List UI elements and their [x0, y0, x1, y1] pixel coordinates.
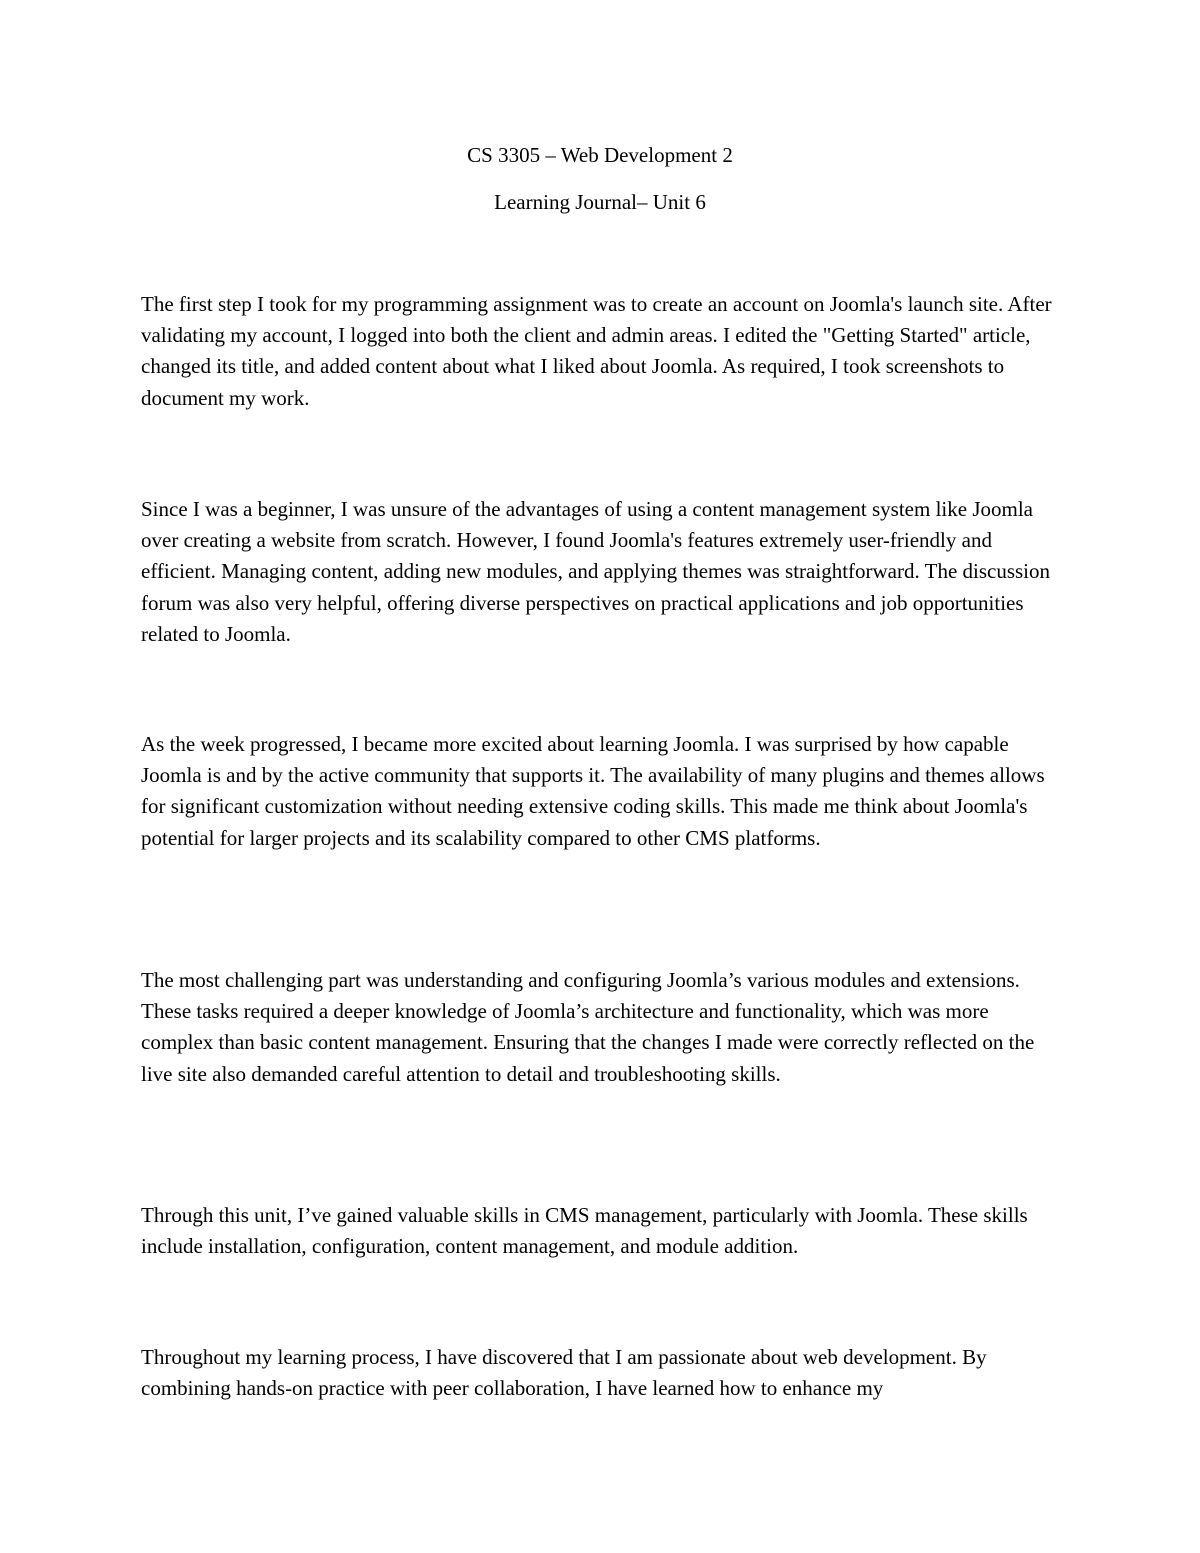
paragraph-assignment-steps: The first step I took for my programming assignment was to create an account on Joomla's launch site. After validating my account, I logged into both the client and admin areas. I edited the "Getting Started" article, changed its title, and added content about what I liked about Joomla. As required, I took screenshots to document my work.	[141, 292, 1052, 410]
paragraph-beginner-experience: Since I was a beginner, I was unsure of the advantages of using a content management system like Joomla over creating a website from scratch. However, I found Joomla's features extremely user-friendly and efficient. Managing content, adding new modules, and applying themes was straightforward. The discussion forum was also very helpful, offering diverse perspectives on practical applications and job opportunities related to Joomla.	[141, 497, 1051, 646]
paragraph-weekly-progress: As the week progressed, I became more excited about learning Joomla. I was surprised by how capable Joomla is and by the active community that supports it. The availability of many plugins and themes allows for significant customization without needing extensive coding skills. This made me think about Joomla's potential for larger projects and its scalability compared to other CMS platforms.	[141, 732, 1045, 850]
paragraph-skills-gained: Through this unit, I’ve gained valuable skills in CMS management, particularly with Joomla. These skills include installation, configuration, content management, and module addition.	[141, 1203, 1028, 1259]
paragraph-learning-process: Throughout my learning process, I have discovered that I am passionate about web development. By combining hands-on practice with peer collaboration, I have learned how to enhance my	[141, 1345, 987, 1401]
journal-title: Learning Journal– Unit 6	[494, 190, 706, 214]
course-title: CS 3305 – Web Development 2	[467, 143, 733, 167]
paragraph-challenges: The most challenging part was understanding and configuring Joomla’s various modules and extensions. These tasks required a deeper knowledge of Joomla’s architecture and functionality, which was more complex than basic content management. Ensuring that the changes I made were correctly reflected on the live site also demanded careful attention to detail and troubleshooting skills.	[141, 968, 1035, 1086]
title-block	[0, 140, 1200, 218]
